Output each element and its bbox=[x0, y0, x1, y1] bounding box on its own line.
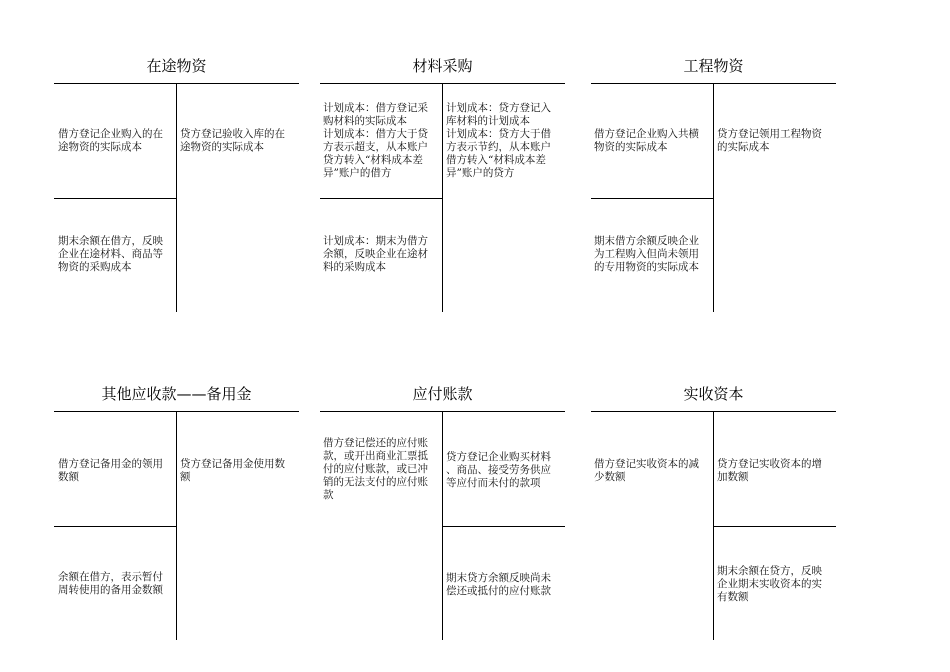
credit-bottom-text: 期末余额在贷方，反映 企业期末实收资本的实 有数额 bbox=[717, 565, 822, 603]
credit-top-text: 贷方登记验收入库的在 途物资的实际成本 bbox=[180, 128, 285, 153]
debit-top-text: 借方登记偿还的应付账 款，或开出商业汇票抵 付的应付账款，或已冲 销的无法支付的应付账 款 bbox=[323, 437, 428, 501]
credit-top-text: 贷方登记实收资本的增 加数额 bbox=[717, 458, 822, 483]
account-title: 其他应收款——备用金 bbox=[101, 385, 252, 403]
account-divider-left bbox=[54, 526, 176, 527]
account-title: 实收资本 bbox=[683, 385, 744, 403]
debit-bottom-text: 期末借方余额反映企业 为工程购入但尚未领用 的专用物资的实际成本 bbox=[594, 235, 699, 273]
credit-top-text: 贷方登记领用工程物资 的实际成本 bbox=[717, 128, 822, 153]
account-divider-left bbox=[591, 198, 713, 199]
debit-top-text: 借方登记实收资本的减 少数额 bbox=[594, 458, 699, 483]
account-divider-right bbox=[713, 526, 836, 527]
credit-top-text: 贷方登记企业购买材料 、商品、接受劳务供应 等应付而未付的款项 bbox=[446, 451, 551, 489]
account-divider-left bbox=[54, 198, 176, 199]
credit-bottom-text: 期末贷方余额反映尚未 偿还或抵付的应付账款 bbox=[446, 572, 551, 597]
account-divider-right bbox=[442, 526, 565, 527]
account-divider-left bbox=[320, 198, 442, 199]
debit-top-text: 借方登记企业购入的在 途物资的实际成本 bbox=[58, 128, 163, 153]
debit-top-text: 借方登记备用金的领用 数额 bbox=[58, 458, 163, 483]
account-title: 应付账款 bbox=[412, 385, 473, 403]
account-title: 在途物资 bbox=[146, 57, 207, 75]
credit-top-text: 计划成本：贷方登记入 库材料的计划成本 计划成本：贷方大于借 方表示节约，从本账户 借方转入“材料成本差 异”账户的贷方 bbox=[446, 102, 551, 179]
debit-top-text: 借方登记企业购入共横 物资的实际成本 bbox=[594, 128, 699, 153]
account-center-rule bbox=[713, 84, 714, 312]
account-title: 材料采购 bbox=[412, 57, 473, 75]
account-center-rule bbox=[442, 84, 443, 312]
account-title: 工程物资 bbox=[683, 57, 744, 75]
account-center-rule bbox=[176, 84, 177, 312]
credit-top-text: 贷方登记备用金使用数 额 bbox=[180, 458, 285, 483]
debit-bottom-text: 计划成本：期末为借方 余额，反映企业在途材 料的采购成本 bbox=[323, 235, 428, 273]
debit-bottom-text: 余额在借方，表示暂付 周转使用的备用金数额 bbox=[58, 571, 163, 596]
account-center-rule bbox=[176, 412, 177, 640]
debit-bottom-text: 期末余额在借方，反映 企业在途材料、商品等 物资的采购成本 bbox=[58, 235, 163, 273]
debit-top-text: 计划成本：借方登记采 购材料的实际成本 计划成本：借方大于贷 方表示超支，从本账户 贷方转入“材料成本差 异”账户的借方 bbox=[323, 102, 428, 179]
